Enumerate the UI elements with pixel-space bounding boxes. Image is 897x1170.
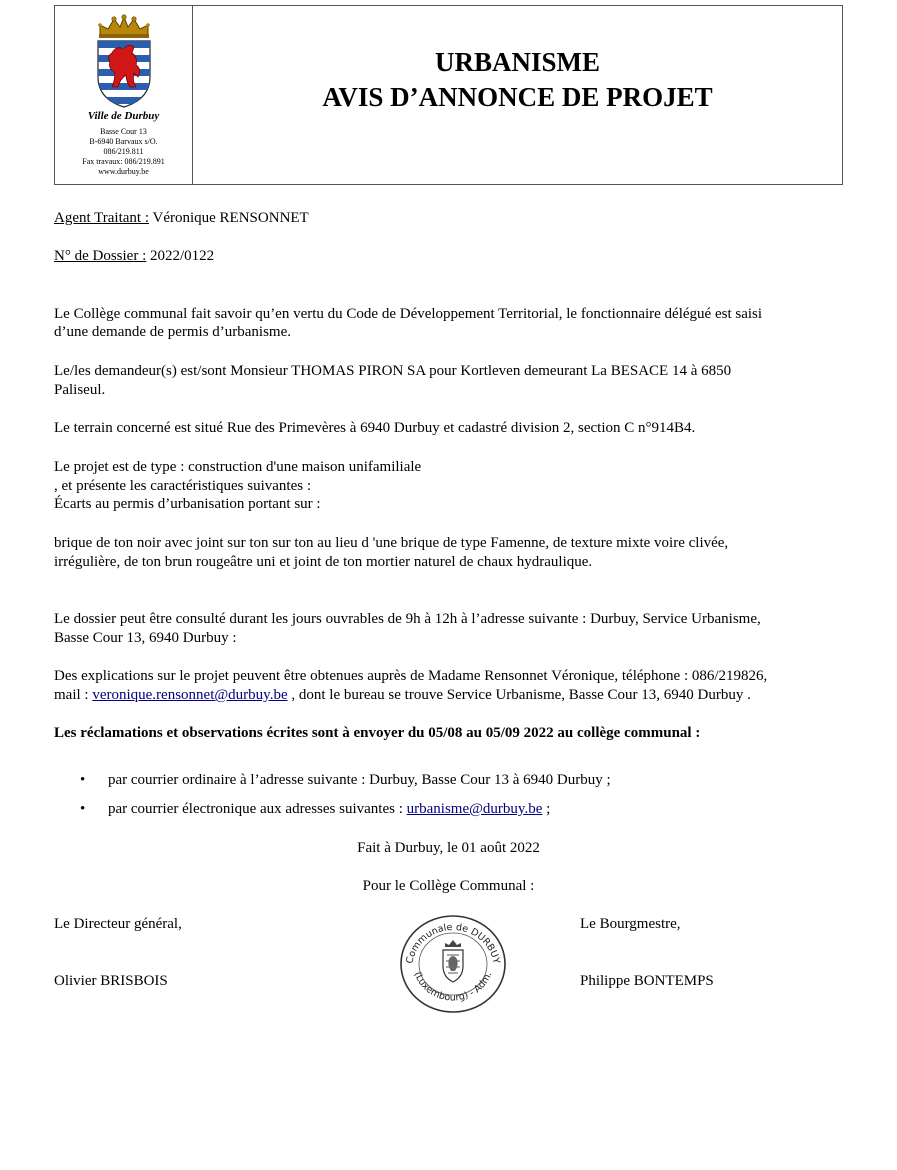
paragraph-line: Le projet est de type : construction d'une maison unifamiliale (54, 459, 422, 475)
mail-prefix: mail : (54, 687, 93, 703)
bullet-item-email (108, 799, 550, 819)
urbanisme-email-link[interactable]: urbanisme@durbuy.be (406, 801, 543, 817)
paragraph-line: Basse Cour 13, 6940 Durbuy : (54, 630, 237, 646)
address-line: B-6940 Barvaux s/O. (89, 137, 158, 146)
document-subtitle: AVIS D’ANNONCE DE PROJET (322, 82, 713, 112)
bullet-item-postal: par courrier ordinaire à l’adresse suivante : Durbuy, Basse Cour 13 à 6940 Durbuy ; (108, 772, 611, 788)
town-name: Ville de Durbuy (87, 110, 160, 122)
title-block (193, 6, 842, 184)
mayor-role: Le Bourgmestre, (580, 916, 681, 932)
seal-text-top: Communale de DURBUY (404, 921, 502, 965)
fax-line: Fax travaux: 086/219.891 (82, 157, 165, 166)
phone-line: 086/219.811 (103, 147, 144, 156)
paragraph-line: brique de ton noir avec joint sur ton sur ton au lieu d 'une brique de type Famenne, de texture mixte voire clivée, (54, 535, 729, 551)
director-role: Le Directeur général, (54, 916, 182, 932)
durbuy-coat-of-arms-icon (92, 13, 156, 109)
address-line: Basse Cour 13 (100, 127, 147, 136)
document-title: URBANISME (434, 47, 601, 77)
mayor-name: Philippe BONTEMPS (580, 973, 714, 989)
paragraph-line: , et présente les caractéristiques suivantes : (54, 478, 311, 494)
dossier-line (54, 246, 214, 266)
agent-label: Agent Traitant : (54, 210, 150, 226)
paragraph-line (54, 685, 751, 705)
paragraph-line: Écarts au permis d’urbanisation portant sur : (54, 496, 321, 512)
mail-suffix: , dont le bureau se trouve Service Urbanisme, Basse Cour 13, 6940 Durbuy . (287, 687, 751, 703)
seal-text-bottom: (Luxembourg) - Adm. (411, 970, 495, 1004)
paragraph-line: Des explications sur le projet peuvent être obtenues auprès de Madame Rensonnet Véronique, téléphone : 086/219826, (54, 668, 768, 684)
document-header (54, 5, 843, 185)
place-date: Fait à Durbuy, le 01 août 2022 (357, 840, 540, 856)
bullet-icon: • (80, 801, 86, 817)
email-prefix: par courrier électronique aux adresses suivantes : (108, 801, 407, 817)
paragraph-line: d’une demande de permis d’urbanisme. (54, 324, 292, 340)
paragraph-line: irrégulière, de ton brun rougeâtre uni et joint de ton mortier naturel de chaux hydraulique. (54, 554, 593, 570)
paragraph-line: Le dossier peut être consulté durant les jours ouvrables de 9h à 12h à l’adresse suivante : Durbuy, Service Urbanisme, (54, 611, 761, 627)
deadline-notice: Les réclamations et observations écrites sont à envoyer du 05/08 au 05/09 2022 au collège communal : (54, 725, 701, 741)
director-name: Olivier BRISBOIS (54, 973, 168, 989)
logo-block (55, 6, 193, 184)
agent-value: Véronique RENSONNET (149, 210, 309, 226)
paragraph-line: Le/les demandeur(s) est/sont Monsieur THOMAS PIRON SA pour Kortleven demeurant La BESACE 14 à 6850 (54, 363, 732, 379)
agent-line (54, 208, 309, 228)
svg-text:(Luxembourg) - Adm. (412, 970, 495, 1003)
dossier-value: 2022/0122 (146, 248, 215, 264)
municipal-seal-stamp-icon (398, 913, 508, 1015)
paragraph-line: Le Collège communal fait savoir qu’en vertu du Code de Développement Territorial, le fonctionnaire délégué est saisi (54, 306, 763, 322)
dossier-label: N° de Dossier : (54, 248, 147, 264)
agent-email-link[interactable]: veronique.rensonnet@durbuy.be (92, 687, 288, 703)
bullet-icon: • (80, 772, 86, 788)
email-suffix: ; (542, 801, 551, 817)
website-line: www.durbuy.be (98, 167, 149, 176)
for-college: Pour le Collège Communal : (362, 878, 535, 894)
paragraph-line: Paliseul. (54, 382, 106, 398)
paragraph-line: Le terrain concerné est situé Rue des Primevères à 6940 Durbuy et cadastré division 2, section C n°914B4. (54, 420, 696, 436)
